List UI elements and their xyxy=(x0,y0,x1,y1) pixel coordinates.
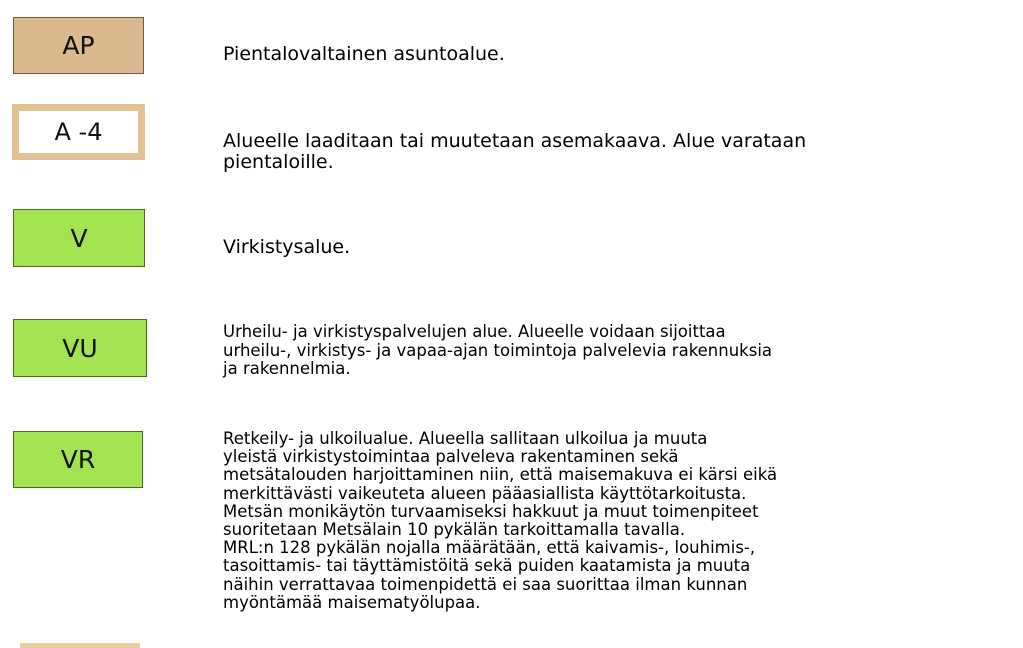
legend-description-vr: Retkeily- ja ulkoilualue. Alueella sallitaan ulkoilua ja muuta yleistä virkistystoimintaa palveleva rakentaminen sekä metsätalouden harjoittaminen niin, että maisemakuva ei kärsi eikä merkittävästi vaikeuteta alueen pääasiallista käyttötarkoitusta. Metsän monikäytön turvaamiseksi hakkuut ja muut toimenpiteet suoritetaan Metsälain 10 pykälän tarkoittamalla tavalla. MRL:n 128 pykälän nojalla määrätään, että kaivamis-, louhimis-, tasoittamis- tai täyttämistöitä sekä puiden kaatamista ja muuta näihin verrattavaa toimenpidettä ei saa suorittaa ilman kunnan myöntämää maisematyölupaa. xyxy=(223,429,778,612)
legend-description-a4: Alueelle laaditaan tai muutetaan asemakaava. Alue varataan pientaloille. xyxy=(223,130,807,173)
legend-code-v: V xyxy=(70,223,88,253)
legend-swatch-vu xyxy=(13,319,147,377)
legend-code-ap: AP xyxy=(62,31,95,60)
legend-description-vu: Urheilu- ja virkistyspalvelujen alue. Alueelle voidaan sijoittaa urheilu-, virkistys- ja vapaa-ajan toimintoja palvelevia rakennuksia ja rakennelmia. xyxy=(223,322,773,378)
legend-code-a4: A -4 xyxy=(54,118,103,146)
legend-swatch-partial xyxy=(20,643,140,648)
legend-code-vu: VU xyxy=(62,333,98,363)
legend-swatch-ap xyxy=(13,17,144,74)
legend-description-ap: Pientalovaltainen asuntoalue. xyxy=(223,43,505,65)
legend-swatch-vr xyxy=(13,431,143,488)
legend-swatch-a4 xyxy=(12,104,145,160)
legend-code-vr: VR xyxy=(60,445,96,474)
legend-swatch-v xyxy=(13,209,145,267)
legend-description-v: Virkistysalue. xyxy=(223,236,351,258)
